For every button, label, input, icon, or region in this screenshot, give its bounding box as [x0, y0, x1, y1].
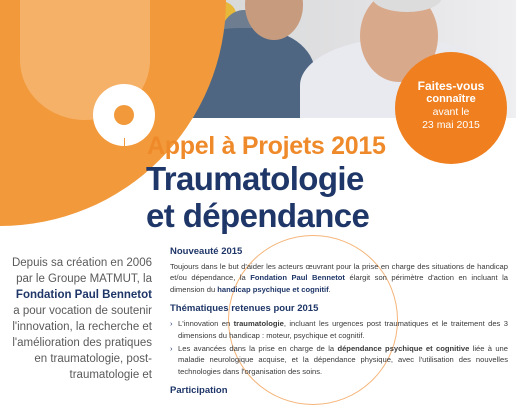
heading-nouveaute: Nouveauté 2015 [170, 246, 243, 257]
badge-line-3: avant le [432, 106, 470, 118]
bullet1-bold: traumatologie [233, 319, 284, 329]
nouveaute-bold-1: Fondation Paul Bennetot [250, 273, 345, 283]
nouveaute-text-2: élargit son périmètre d'action en incluant la dimension du [170, 273, 508, 294]
bullet1-text-1: L'innovation en [178, 319, 234, 329]
body-column [170, 246, 508, 400]
thematique-bullet-1 [170, 318, 508, 341]
deadline-badge [395, 52, 507, 164]
nouveaute-bold-2: handicap psychique et cognitif [217, 284, 329, 294]
intro-text-2: a pour vocation de soutenir l'innovation, la recherche et l'amélioration des pratiques en traumatologie, post-traumatologie et [12, 305, 152, 381]
bullet2-text-1: Les avancées dans la prise en charge de la [178, 344, 338, 354]
nouveaute-paragraph [170, 261, 508, 295]
title-main-line-1: Traumatologie [146, 160, 364, 197]
intro-paragraph [10, 255, 152, 383]
nouveaute-text-3: . [328, 284, 331, 294]
thematique-bullet-2 [170, 343, 508, 377]
heading-participation: Participation [170, 385, 228, 397]
heading-thematiques: Thématiques retenues pour 2015 [170, 303, 319, 315]
bullet1-text-2: , incluant les urgences post traumatiques et le traitement des 3 dimensions du handicap : moteur, psychique et cognitif. [178, 319, 508, 340]
intro-text-1: Depuis sa création en 2006 par le Groupe MATMUT, la [11, 257, 152, 285]
badge-line-2: connaître [426, 93, 476, 105]
bullet2-bold: dépendance psychique et cognitive [337, 344, 470, 354]
decorative-connector-line [124, 138, 125, 158]
bullet-marker: › [170, 344, 173, 354]
title-main-line-2: et dépendance [146, 197, 370, 234]
bullet2-text-2: liée à une maladie neurologique acquise, et la dépendance physique, avec l'utilisation des nouvelles technologies dans l'organisation des soins. [178, 344, 508, 376]
title-appel-projets: Appel à Projets 2015 [147, 132, 386, 160]
badge-line-1: Faites-vous [417, 79, 485, 93]
nouveaute-text-1: Toujours dans le but d'aider les acteurs œuvrant pour la prise en charge des situations de handicap et/ou dépendance, la [170, 262, 508, 283]
decorative-dot-circle [93, 84, 155, 146]
intro-org-name: Fondation Paul Bennetot [15, 289, 152, 301]
bullet-marker: › [170, 319, 173, 329]
badge-line-4: 23 mai 2015 [422, 119, 480, 131]
